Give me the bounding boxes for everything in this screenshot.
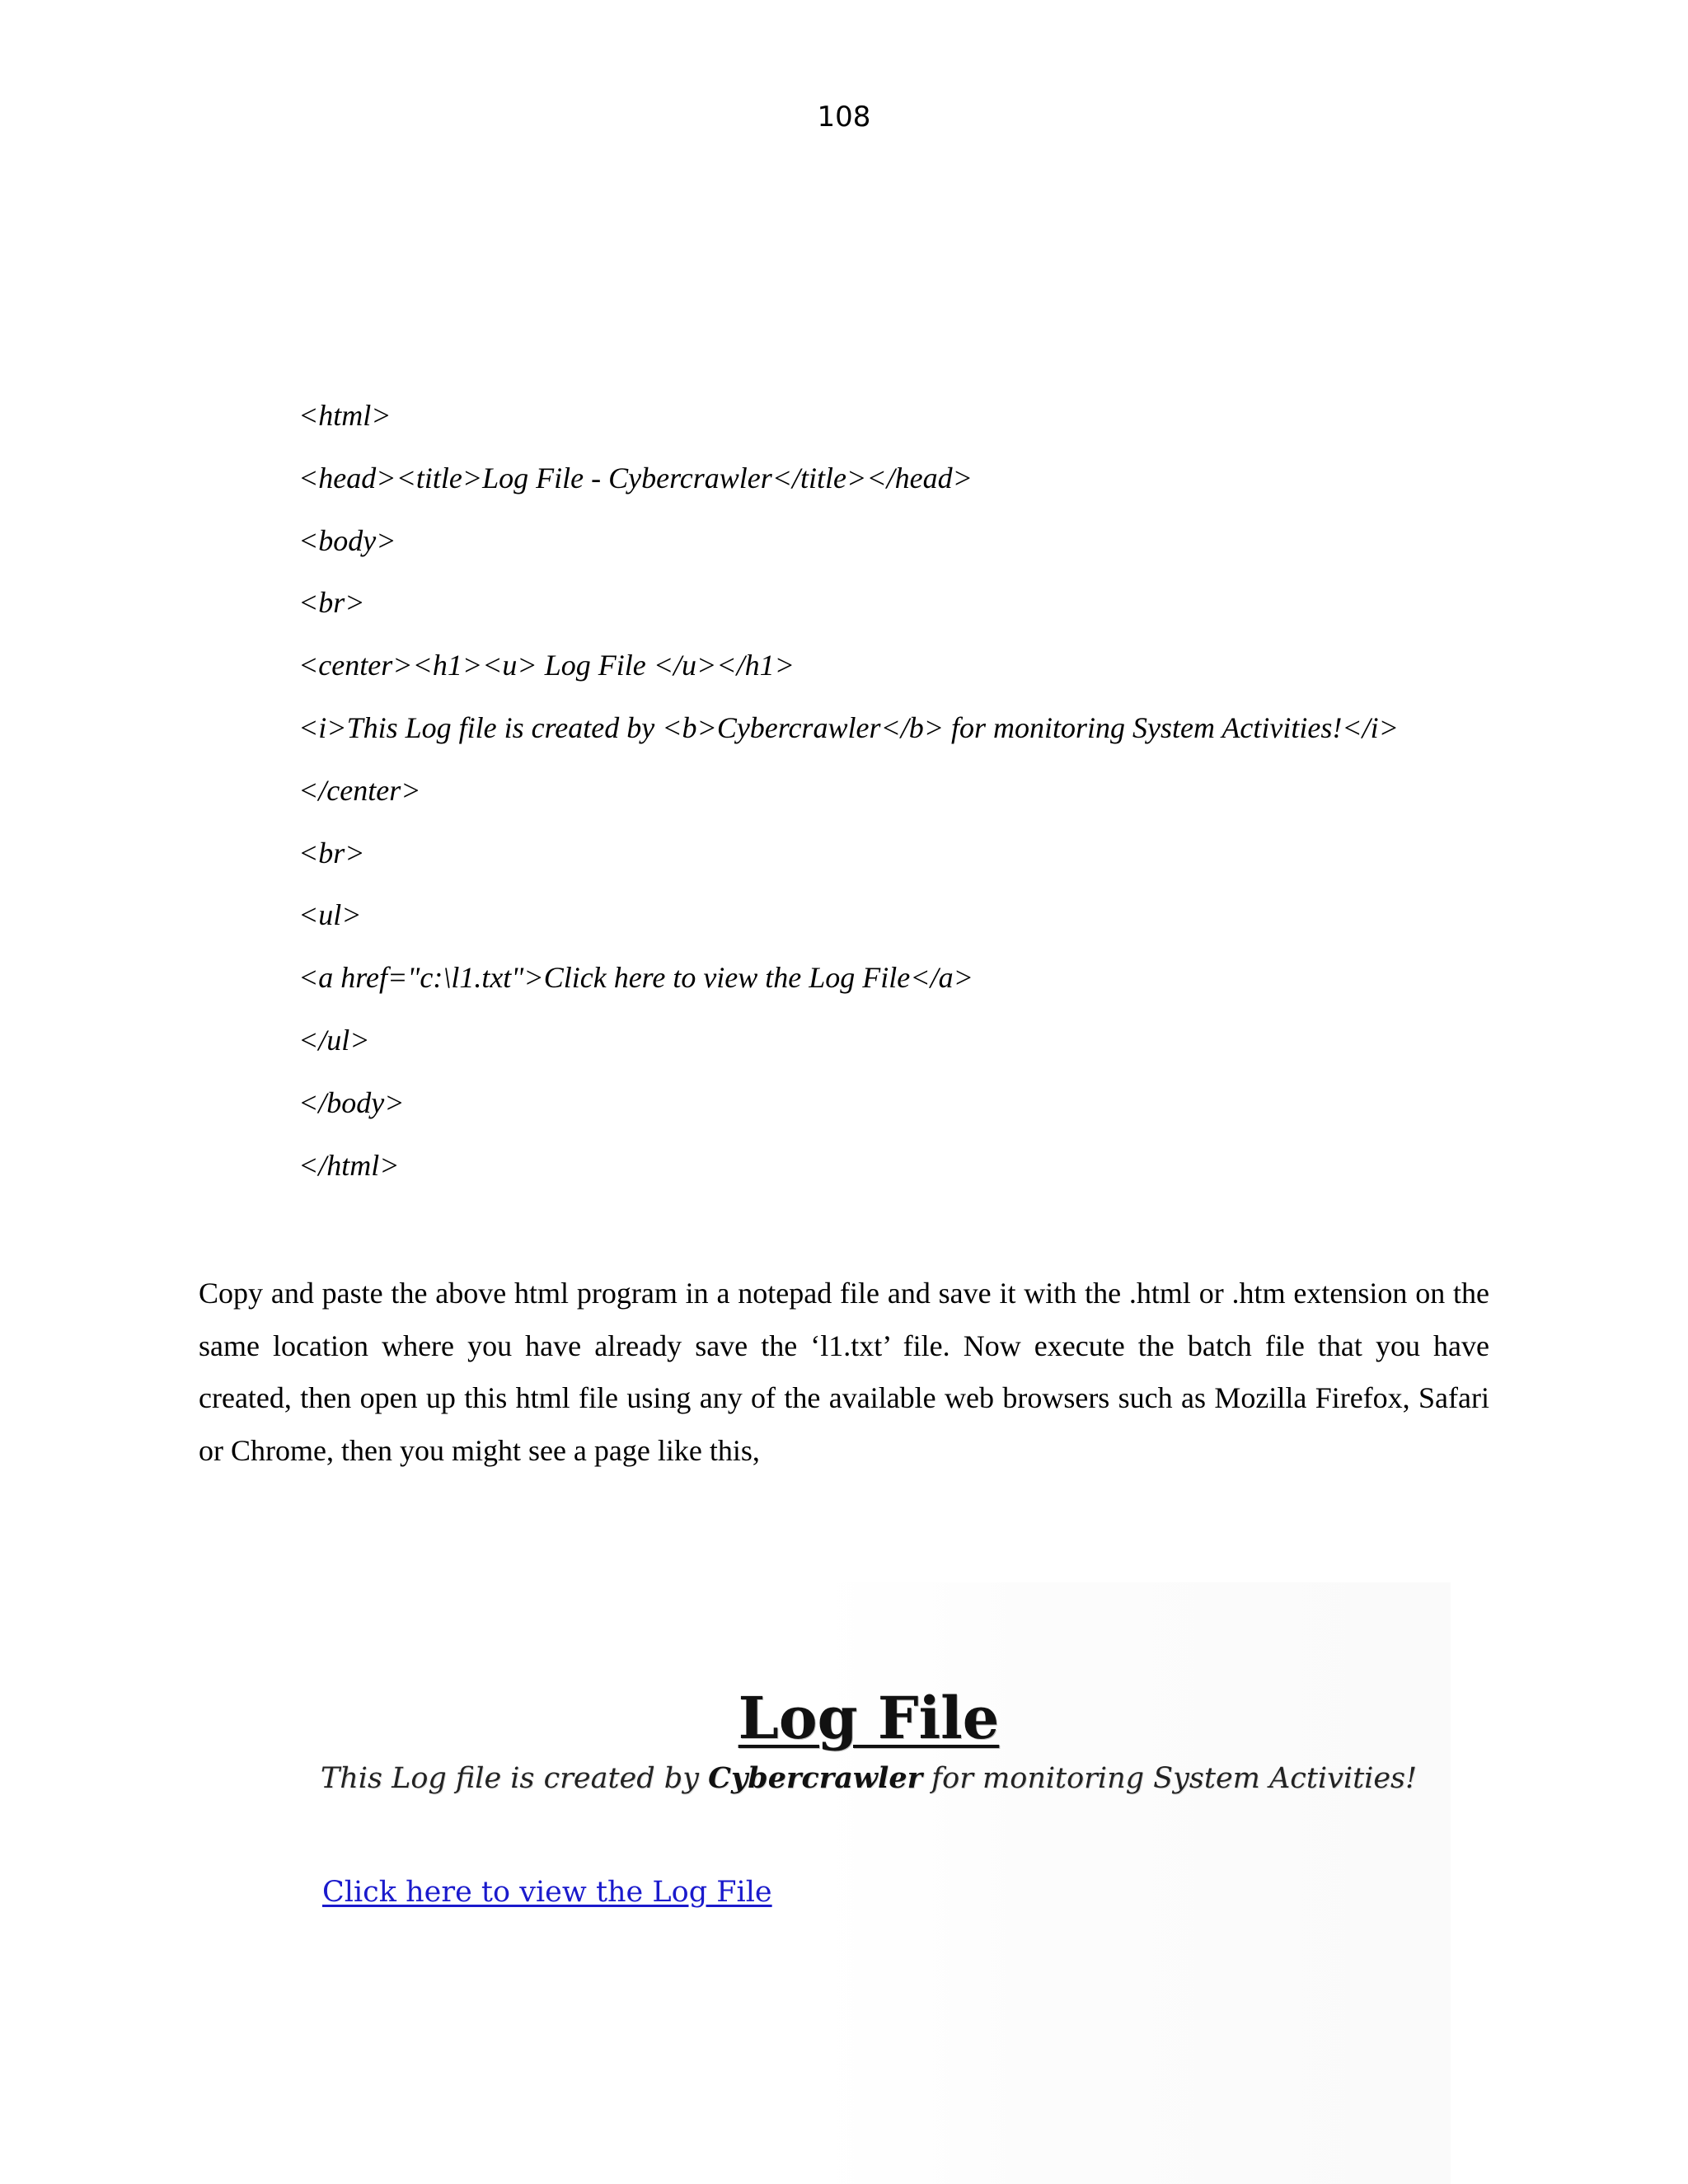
rendered-subtitle (0, 1755, 1688, 1802)
code-line: <br> (298, 836, 365, 869)
code-line: </body> (298, 1085, 405, 1119)
code-line: </html> (298, 1148, 400, 1182)
code-line: <center><h1><u> Log File </u></h1> (298, 649, 795, 682)
code-line: <a href="c:\l1.txt">Click here to view the Log File</a> (298, 961, 973, 995)
code-line: <body> (298, 523, 396, 557)
code-line: </ul> (298, 1023, 370, 1057)
code-line: <i>This Log file is created by <b>Cybercrawler</b> for monitoring System Activities!</i> (298, 710, 1399, 744)
instruction-paragraph: Copy and paste the above html program in a notepad file and save it with the .html or .htm extension on the same location where you have already save the ‘l1.txt’ file. Now execute the batch file that you have created, then open up this html file using any of the available web browsers such as Mozilla Firefox, Safari or Chrome, then you might see a page like this, (199, 1277, 1489, 1467)
subtitle-text-after: for monitoring System Activities! (922, 1762, 1418, 1795)
code-line: <head><title>Log File - Cybercrawler</title></head> (298, 461, 973, 494)
code-line: <br> (298, 586, 365, 620)
page-number: 108 (817, 101, 871, 134)
code-line: <ul> (298, 898, 362, 932)
html-code-listing (298, 392, 1584, 1204)
view-log-file-link[interactable]: Click here to view the Log File (322, 1876, 772, 1909)
subtitle-text-before: This Log file is created by (320, 1762, 709, 1795)
subtitle-bold-name: Cybercrawler (708, 1761, 923, 1795)
rendered-log-file-heading: Log File (738, 1684, 1000, 1752)
code-line: <html> (298, 399, 392, 432)
code-line: </center> (298, 773, 421, 807)
